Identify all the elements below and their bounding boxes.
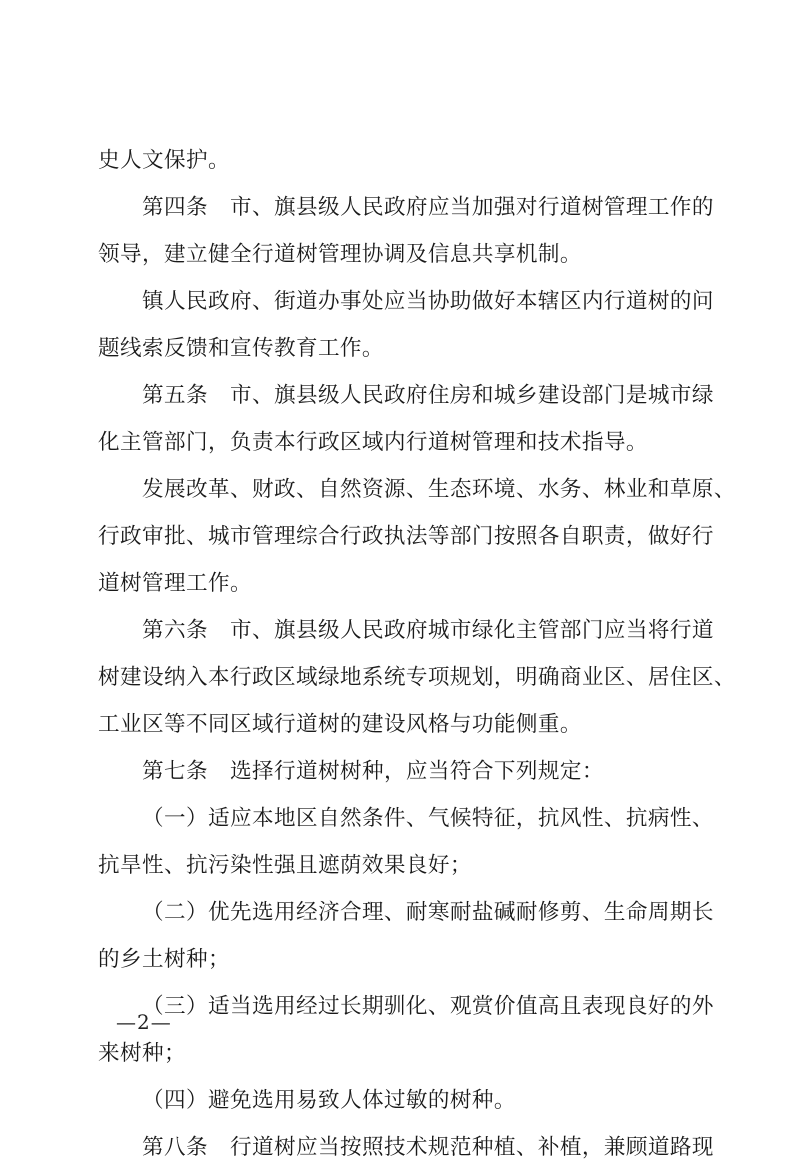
line-text: （二）优先选用经济合理、耐寒耐盐碱耐修剪、生命周期长	[142, 900, 714, 925]
line-text: （一）适应本地区自然条件、气候特征，抗风性、抗病性、	[142, 806, 714, 831]
list-item-line	[98, 889, 714, 936]
line-text: 选择行道树树种，应当符合下列规定：	[229, 759, 604, 784]
article-8-line	[98, 1124, 714, 1171]
line-text: 领导，建立健全行道树管理协调及信息共享机制。	[98, 242, 582, 267]
page-number: —2—	[116, 1010, 172, 1034]
article-heading: 第五条	[142, 383, 208, 408]
line-text: 史人文保护。	[98, 148, 230, 173]
list-item-line	[98, 795, 714, 842]
line-text: 市、旗县级人民政府应当加强对行道树管理工作的	[229, 195, 714, 220]
line-text: （四）避免选用易致人体过敏的树种。	[142, 1088, 516, 1113]
line-text: 化主管部门，负责本行政区域内行道树管理和技术指导。	[98, 430, 648, 455]
line-text: （三）适当选用经过长期驯化、观赏价值高且表现良好的外	[142, 994, 714, 1019]
list-item-line	[98, 983, 714, 1030]
text-line	[98, 1030, 698, 1077]
line-text: 镇人民政府、街道办事处应当协助做好本辖区内行道树的问	[142, 289, 714, 314]
article-4-line	[98, 184, 714, 231]
text-line	[98, 701, 698, 748]
line-text: 发展改革、财政、自然资源、生态环境、水务、林业和草原、	[142, 477, 736, 502]
text-line	[98, 231, 698, 278]
line-text: 的乡土树种；	[98, 947, 230, 972]
article-heading: 第八条	[142, 1135, 208, 1160]
article-5-line	[98, 372, 714, 419]
line-text: 市、旗县级人民政府住房和城乡建设部门是城市绿	[229, 383, 714, 408]
line-text: 行道树应当按照技术规范种植、补植，兼顾道路现	[229, 1135, 714, 1160]
text-line	[98, 466, 736, 513]
text-line	[98, 842, 698, 889]
line-text: 道树管理工作。	[98, 571, 252, 596]
line-text: 市、旗县级人民政府城市绿化主管部门应当将行道	[229, 618, 714, 643]
line-text: 工业区等不同区域行道树的建设风格与功能侧重。	[98, 712, 582, 737]
text-line	[98, 513, 714, 560]
document-body	[98, 137, 736, 1171]
line-text: 树建设纳入本行政区域绿地系统专项规划，明确商业区、居住区、	[98, 665, 736, 690]
text-line	[98, 278, 714, 325]
line-text: 来树种；	[98, 1041, 186, 1066]
text-line	[98, 325, 698, 372]
list-item-line	[98, 1077, 698, 1124]
article-heading: 第七条	[142, 759, 208, 784]
article-6-line	[98, 607, 714, 654]
article-heading: 第六条	[142, 618, 208, 643]
text-line	[98, 137, 698, 184]
text-line	[98, 560, 698, 607]
line-text: 抗旱性、抗污染性强且遮荫效果良好；	[98, 853, 472, 878]
article-7-line	[98, 748, 698, 795]
text-line	[98, 419, 698, 466]
article-heading: 第四条	[142, 195, 208, 220]
text-line	[98, 936, 698, 983]
line-text: 行政审批、城市管理综合行政执法等部门按照各自职责，做好行	[98, 524, 714, 549]
text-line	[98, 654, 736, 701]
line-text: 题线索反馈和宣传教育工作。	[98, 336, 384, 361]
